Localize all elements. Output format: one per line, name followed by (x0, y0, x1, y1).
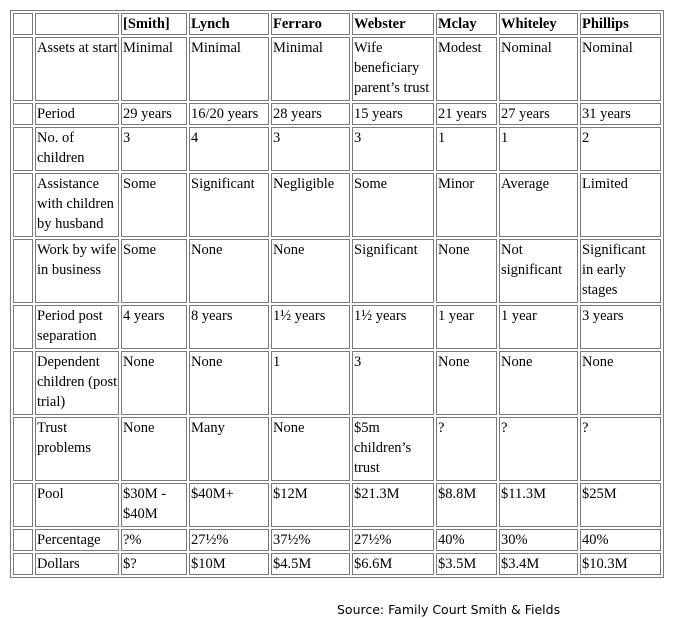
table-cell: 28 years (271, 103, 350, 125)
table-cell: Modest (436, 37, 497, 101)
table-cell: $3.4M (499, 553, 578, 575)
table-cell: Significant (352, 239, 434, 303)
table-cell: $25M (580, 483, 661, 527)
table-cell: None (189, 351, 269, 415)
table-row (13, 305, 661, 349)
table-cell: ? (436, 417, 497, 481)
table-cell: None (436, 351, 497, 415)
table-row (13, 553, 661, 575)
table-cell: 1 (436, 127, 497, 171)
table-cell: Some (121, 239, 187, 303)
table-row (13, 483, 661, 527)
table-cell: 27 years (499, 103, 578, 125)
column-header: Lynch (189, 13, 269, 35)
table-row (13, 417, 661, 481)
table-cell: 16/20 years (189, 103, 269, 125)
stub-cell (13, 37, 33, 101)
column-header: Mclay (436, 13, 497, 35)
table-cell: None (189, 239, 269, 303)
source-caption: Source: Family Court Smith & Fields (337, 602, 561, 617)
case-comparison-table (10, 10, 664, 578)
table-cell: Minimal (189, 37, 269, 101)
table-cell: 27½% (189, 529, 269, 551)
stub-cell (13, 173, 33, 237)
table-cell: 3 (352, 351, 434, 415)
table-cell: 40% (436, 529, 497, 551)
table-cell: Negligible (271, 173, 350, 237)
row-label: No. of children (35, 127, 119, 171)
table-cell: Significant in early stages (580, 239, 661, 303)
table-row (13, 351, 661, 415)
table-cell: 37½% (271, 529, 350, 551)
table-row (13, 173, 661, 237)
table-cell: Many (189, 417, 269, 481)
table-row (13, 529, 661, 551)
stub-cell (13, 13, 33, 35)
stub-cell (13, 351, 33, 415)
column-header: Webster (352, 13, 434, 35)
table-cell: 3 years (580, 305, 661, 349)
table-cell: None (121, 351, 187, 415)
table-row (13, 127, 661, 171)
table-cell: None (271, 239, 350, 303)
table-cell: None (121, 417, 187, 481)
table-cell: None (271, 417, 350, 481)
table-cell: 1 (271, 351, 350, 415)
table-cell: $4.5M (271, 553, 350, 575)
table-cell: None (499, 351, 578, 415)
table-cell: $21.3M (352, 483, 434, 527)
row-label: Dollars (35, 553, 119, 575)
table-cell: 2 (580, 127, 661, 171)
stub-cell (13, 553, 33, 575)
table-cell: 21 years (436, 103, 497, 125)
table-cell: $3.5M (436, 553, 497, 575)
table-cell: Some (121, 173, 187, 237)
table-cell: 8 years (189, 305, 269, 349)
table-cell: Nominal (580, 37, 661, 101)
row-label: Period (35, 103, 119, 125)
table-cell: None (580, 351, 661, 415)
table-cell: ? (499, 417, 578, 481)
table-row (13, 239, 661, 303)
row-label: Assets at start (35, 37, 119, 101)
table-cell: $40M+ (189, 483, 269, 527)
table-cell: Minimal (121, 37, 187, 101)
table-cell: $30M - $40M (121, 483, 187, 527)
table-cell: 3 (121, 127, 187, 171)
table-cell: $10.3M (580, 553, 661, 575)
table-cell: 29 years (121, 103, 187, 125)
table-cell: $5m children’s trust (352, 417, 434, 481)
table-cell: 40% (580, 529, 661, 551)
table-cell: 1 year (499, 305, 578, 349)
table-cell: 15 years (352, 103, 434, 125)
row-label: Pool (35, 483, 119, 527)
column-header: Whiteley (499, 13, 578, 35)
table-cell: 4 (189, 127, 269, 171)
stub-cell (13, 103, 33, 125)
table-cell: None (436, 239, 497, 303)
table-cell: ?% (121, 529, 187, 551)
table-cell: Significant (189, 173, 269, 237)
table-cell: 1 (499, 127, 578, 171)
stub-cell (13, 483, 33, 527)
column-header: [Smith] (121, 13, 187, 35)
row-label: Dependent children (post trial) (35, 351, 119, 415)
table-cell: Average (499, 173, 578, 237)
column-header: Phillips (580, 13, 661, 35)
stub-cell (13, 529, 33, 551)
table-cell: $11.3M (499, 483, 578, 527)
column-header (35, 13, 119, 35)
table-cell: 31 years (580, 103, 661, 125)
table-row (13, 37, 661, 101)
column-header: Ferraro (271, 13, 350, 35)
table-cell: Minimal (271, 37, 350, 101)
case-comparison-container (10, 10, 664, 578)
table-cell: 3 (352, 127, 434, 171)
table-cell: 4 years (121, 305, 187, 349)
table-cell: 27½% (352, 529, 434, 551)
table-cell: 3 (271, 127, 350, 171)
stub-cell (13, 127, 33, 171)
table-cell: Not significant (499, 239, 578, 303)
stub-cell (13, 417, 33, 481)
table-cell: Minor (436, 173, 497, 237)
table-cell: Some (352, 173, 434, 237)
table-cell: 1½ years (352, 305, 434, 349)
stub-cell (13, 305, 33, 349)
table-cell: $? (121, 553, 187, 575)
row-label: Trust problems (35, 417, 119, 481)
table-cell: Wife beneficiary parent’s trust (352, 37, 434, 101)
stub-cell (13, 239, 33, 303)
row-label: Percentage (35, 529, 119, 551)
header-row (13, 13, 661, 35)
table-cell: 1 year (436, 305, 497, 349)
table-cell: $12M (271, 483, 350, 527)
table-row (13, 103, 661, 125)
table-cell: $10M (189, 553, 269, 575)
table-cell: 30% (499, 529, 578, 551)
table-cell: Nominal (499, 37, 578, 101)
table-cell: ? (580, 417, 661, 481)
row-label: Period post separation (35, 305, 119, 349)
row-label: Work by wife in business (35, 239, 119, 303)
row-label: Assistance with children by husband (35, 173, 119, 237)
table-cell: Limited (580, 173, 661, 237)
table-cell: 1½ years (271, 305, 350, 349)
table-cell: $8.8M (436, 483, 497, 527)
table-cell: $6.6M (352, 553, 434, 575)
